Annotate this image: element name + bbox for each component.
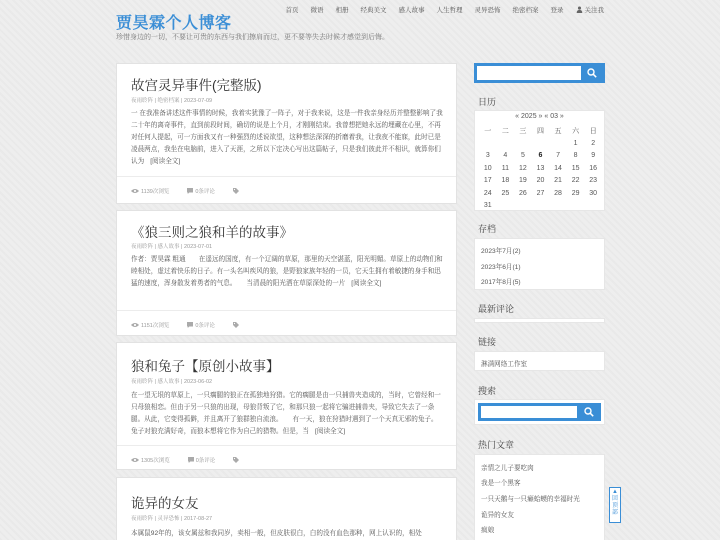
recent-comments-title: 最新评论 [478, 304, 515, 314]
recent-comments-box [474, 318, 605, 323]
post-excerpt-text: 本属鼠92年的，该女属兹和我同岁，卖相一般，但皮肤很白，白的没有血色那种，网上认识的，相处 [131, 530, 422, 537]
back-to-top-button[interactable] [609, 487, 621, 523]
calendar-weekday: 四 [536, 128, 544, 136]
calendar-day[interactable]: 11 [501, 164, 509, 172]
calendar-day[interactable]: 7 [556, 152, 560, 160]
post-excerpt [131, 108, 444, 168]
site-title[interactable]: 贾昊霖个人博客 [116, 15, 232, 32]
sidebar-search-input-bottom[interactable] [481, 406, 577, 418]
calendar-day[interactable]: 22 [571, 177, 580, 185]
calendar-day[interactable]: 28 [554, 189, 562, 197]
read-more-link[interactable]: [阅读全文] [351, 280, 382, 288]
calendar-day[interactable]: 4 [503, 152, 508, 160]
hot-post-item[interactable]: 诡异的女友 [481, 512, 514, 519]
post-footer [117, 176, 456, 204]
eye-icon [131, 322, 139, 328]
links-list [474, 351, 605, 371]
calendar-day[interactable]: 6 [538, 152, 543, 160]
calendar-day [514, 199, 532, 211]
search-icon[interactable] [587, 68, 597, 78]
calendar-day [549, 137, 567, 149]
calendar-day[interactable]: 27 [536, 189, 545, 197]
hot-post-item[interactable]: 一只天鹅与一只癞蛤蟆的幸福时光 [481, 496, 580, 503]
calendar-weekday: 一 [484, 128, 492, 136]
hot-posts-title: 热门文章 [478, 440, 515, 450]
calendar-day[interactable]: 16 [589, 164, 598, 172]
top-navigation [274, 5, 605, 14]
post-excerpt [131, 390, 444, 438]
calendar-day [514, 137, 532, 149]
view-count-text: 1139次浏览 [141, 188, 170, 195]
comment-icon [187, 188, 193, 194]
calendar-weekday: 三 [519, 128, 527, 136]
nav-follow-label: 关注我 [584, 7, 604, 14]
post-card [116, 63, 457, 204]
view-count [131, 456, 170, 464]
calendar-caption[interactable]: « 2025 » « 03 » [515, 113, 564, 120]
hot-post-item[interactable]: 疯娘 [481, 527, 495, 534]
eye-icon [131, 188, 139, 194]
links-title: 链接 [478, 337, 497, 347]
calendar-day[interactable]: 23 [589, 177, 598, 185]
post-footer [117, 310, 456, 338]
post-card [116, 477, 457, 540]
calendar-widget [474, 110, 605, 211]
post-meta: 夜雨聆阵 | 灵异恐怖 | 2017-08-27 [131, 516, 213, 522]
post-excerpt [131, 254, 444, 290]
sidebar-search-input[interactable] [477, 66, 581, 80]
post-excerpt [131, 528, 444, 540]
calendar-day [479, 137, 497, 149]
calendar-weekday: 二 [501, 128, 509, 136]
calendar-day[interactable]: 5 [520, 152, 525, 160]
archive-item[interactable]: 2023年6月(1) [481, 264, 521, 271]
search-title: 搜索 [478, 386, 497, 396]
sidebar-search-bar-bottom [478, 403, 601, 421]
sidebar-search-bar [474, 63, 605, 83]
tag-icon [233, 188, 239, 194]
comment-icon [188, 457, 194, 463]
calendar-day[interactable]: 15 [571, 164, 580, 172]
calendar-day[interactable]: 21 [554, 177, 562, 185]
view-count-text: 1151次浏览 [141, 322, 170, 329]
read-more-link[interactable]: [阅读全文] [150, 158, 181, 166]
nav-login[interactable]: 登录 [550, 7, 564, 14]
calendar-day[interactable]: 18 [501, 177, 510, 185]
calendar-weekday: 六 [572, 128, 580, 136]
post-meta: 夜雨聆阵 | 感人故事 | 2023-06-02 [131, 379, 213, 385]
calendar-day[interactable]: 30 [589, 189, 598, 197]
comment-count[interactable] [187, 321, 215, 329]
calendar-title: 日历 [478, 97, 497, 107]
back-to-top-label: 回顶部 [611, 496, 618, 516]
calendar-weekday: 五 [554, 128, 562, 136]
calendar-day[interactable]: 26 [519, 189, 527, 197]
calendar-day[interactable]: 13 [536, 164, 545, 172]
post-title[interactable]: 《狼三则之狼和羊的故事》 [131, 225, 293, 240]
calendar-day[interactable]: 9 [591, 152, 596, 160]
view-count [131, 321, 169, 329]
post-meta: 夜雨聆阵 | 感人故事 | 2023-07-01 [131, 244, 213, 250]
post-card [116, 210, 457, 336]
arrow-up-icon: ▲ [612, 489, 618, 495]
eye-icon [131, 457, 139, 463]
comment-count[interactable] [188, 456, 216, 464]
calendar-day[interactable]: 2 [591, 140, 596, 148]
archive-list [474, 238, 605, 290]
calendar-day[interactable]: 17 [483, 177, 492, 185]
post-title[interactable]: 故宫灵异事件(完整版) [131, 78, 262, 93]
calendar-day[interactable]: 31 [483, 202, 492, 210]
comment-icon [187, 322, 193, 328]
comment-count[interactable] [187, 187, 215, 195]
view-count [131, 187, 169, 195]
post-title[interactable]: 诡异的女友 [131, 496, 199, 511]
read-more-link[interactable]: [阅读全文] [315, 428, 346, 436]
calendar-day[interactable]: 10 [483, 164, 492, 172]
archive-item[interactable]: 2017年8月(5) [481, 279, 521, 286]
comment-count-text: 0条评论 [195, 188, 215, 195]
calendar-day[interactable]: 29 [571, 189, 580, 197]
calendar-day [532, 199, 550, 211]
search-icon[interactable] [584, 407, 594, 417]
person-icon [576, 6, 583, 13]
nav-life-philosophy[interactable]: 人生哲理 [436, 7, 463, 14]
comment-count-text: 0条评论 [195, 322, 215, 329]
calendar-day[interactable]: 1 [573, 140, 578, 148]
calendar-day[interactable]: 3 [485, 152, 490, 160]
calendar-day [549, 199, 567, 211]
calendar-day[interactable]: 19 [519, 177, 527, 185]
tag-icon [233, 457, 239, 463]
calendar-day [497, 137, 515, 149]
calendar-day[interactable]: 12 [519, 164, 527, 172]
post-footer [117, 445, 456, 473]
calendar-day [567, 199, 585, 211]
tag-icon [233, 322, 239, 328]
link-item[interactable]: 淋满网络工作室 [481, 361, 528, 368]
calendar-day[interactable]: 8 [573, 152, 578, 160]
nav-horror[interactable]: 灵异恐怖 [474, 7, 501, 14]
comment-count-text: 0条评论 [195, 457, 216, 464]
calendar-day[interactable]: 20 [536, 177, 545, 185]
archive-title: 存档 [478, 224, 497, 234]
calendar-day [532, 137, 550, 149]
calendar-day [584, 199, 602, 211]
post-title[interactable]: 狼和兔子【原创小故事】 [131, 359, 280, 374]
calendar-table [479, 125, 602, 212]
nav-weiyu[interactable]: 微语 [310, 7, 324, 14]
site-description: 珍惜身边的一切，不要让可贵的东西与我们擦肩而过，更不要等失去时候才感觉到后悔。 [116, 34, 389, 41]
nav-home[interactable]: 首页 [285, 7, 299, 14]
nav-secret-files[interactable]: 绝密档案 [512, 7, 539, 14]
nav-touching-stories[interactable]: 感人故事 [398, 7, 425, 14]
post-card [116, 342, 457, 470]
nav-classic-essays[interactable]: 经典美文 [360, 7, 387, 14]
calendar-day[interactable]: 24 [483, 189, 492, 197]
nav-album[interactable]: 相册 [335, 7, 349, 14]
nav-follow[interactable] [576, 5, 605, 14]
calendar-weekday: 日 [589, 128, 597, 136]
archive-item[interactable]: 2023年7月(2) [481, 248, 521, 255]
view-count-text: 1305次浏览 [141, 457, 170, 464]
post-excerpt-text: 一 在我准备讲述这件事情的时候，我着实犹豫了一阵子，对于我来说，这是一件我亲身经历并整整影响了我二十年的离奇事件，直到前段时间，确切的说是上个月，才刚刚结束。我曾想把她永远的埋藏在心里，不再对任何人提起，可一方面我又有一种强烈的述说欲望，这种想法深深的折磨着我，让我夜不能寐，此时已是凌晨两点，我坐在电脑前，进入了天涯，之所以下定决心写出这篇帖子，只是我们彼此并不相识，就算你们认为 [131, 110, 443, 166]
post-excerpt-text: 作者：贾昊霖 粗通 在遥远的国度，有一个辽阔的草原，那里的天空湛蓝，阳光明媚。草原上的动物们和睦相处，虚过着快乐的日子。有一头名叫疾风的狼，是野狼家族年轻的一员，它天生拥有着敏捷的身手和迅猛的速度，浑身散发着勇者的气息。 当清晨的阳光洒在草原深处的一片 [131, 256, 443, 288]
calendar-day[interactable]: 25 [501, 189, 510, 197]
post-meta: 夜雨聆阵 | 绝密档案 | 2023-07-09 [131, 98, 213, 104]
hot-post-item[interactable]: 我是一个黑客 [481, 480, 521, 487]
hot-post-item[interactable]: 亲情之儿子要吃肉 [481, 465, 534, 472]
post-excerpt-text: 在一望无垠的草原上，一只瘸腿的狼正在孤独地狩猎。它的瘸腿是由一只捕兽夹造成的，当时，它曾经和一只母狼相恋。但由于另一只狼的出现，母狼背叛了它，和那只狼一起将它骗进捕兽夹，导致它失去了一条腿。从此，它变得孤僻，并且离开了狼群独自流浪。 有一天，狼在狩猎时遇到了一个天真无邪的兔子。兔子对狼充满好奇，而狼本想将它作为自己的猎物。但是，当 [131, 392, 441, 436]
hot-posts-list [474, 454, 605, 540]
calendar-day[interactable]: 14 [554, 164, 562, 172]
calendar-day [497, 199, 515, 211]
